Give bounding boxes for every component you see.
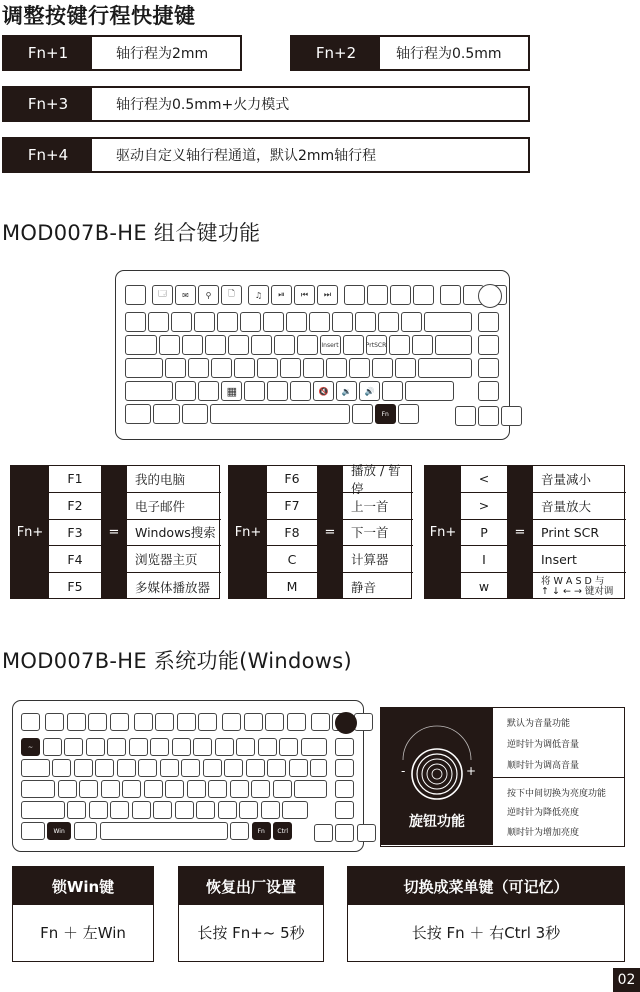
letter-key bbox=[187, 780, 206, 798]
letter-key bbox=[267, 759, 286, 777]
key bbox=[440, 285, 461, 305]
number-key bbox=[215, 738, 234, 756]
table-key-cell: I bbox=[461, 546, 507, 573]
table-key-cell: > bbox=[461, 493, 507, 520]
letter-key bbox=[188, 358, 209, 378]
play-pause-icon: ⏯ bbox=[278, 290, 285, 299]
keyboard-diagram-system bbox=[12, 700, 364, 852]
card-body: 长按 Fn ＋ 右Ctrl 3秒 bbox=[411, 924, 561, 942]
letter-key bbox=[280, 358, 301, 378]
table-key-cell: F4 bbox=[49, 546, 101, 573]
arrow-down-key bbox=[478, 406, 499, 426]
fn-key bbox=[252, 822, 271, 840]
number-key bbox=[378, 312, 399, 332]
table-key-cell: F5 bbox=[67, 579, 83, 595]
modifier-key bbox=[398, 404, 419, 424]
table-key-cell: F1 bbox=[49, 466, 101, 493]
number-key bbox=[355, 312, 376, 332]
table-value-line: ↑ ↓ ← → 键对调 bbox=[541, 585, 614, 597]
key bbox=[311, 713, 330, 731]
table-value-cell: 我的电脑 bbox=[127, 466, 221, 493]
number-key bbox=[258, 738, 277, 756]
letter-key bbox=[175, 801, 194, 819]
table-key-cell: P bbox=[461, 520, 507, 547]
f-key bbox=[317, 285, 338, 305]
letter-key bbox=[159, 335, 180, 355]
number-key bbox=[193, 738, 212, 756]
tilde-key-label: ~ bbox=[27, 743, 34, 751]
table-value-cell: 计算器 bbox=[343, 546, 413, 573]
knob-minus: - bbox=[401, 764, 406, 778]
letter-key bbox=[181, 759, 200, 777]
backspace-key bbox=[424, 312, 472, 332]
letter-key bbox=[257, 358, 278, 378]
number-key bbox=[150, 738, 169, 756]
letter-key bbox=[144, 780, 163, 798]
combo-section-title: MOD007B-HE 组合键功能 bbox=[2, 221, 261, 245]
letter-key bbox=[251, 780, 270, 798]
letter-key bbox=[58, 780, 77, 798]
modifier-key bbox=[21, 822, 45, 840]
esc-key bbox=[125, 285, 146, 305]
letter-key bbox=[261, 801, 280, 819]
equals-sign: = bbox=[507, 466, 533, 598]
letter-key bbox=[230, 780, 249, 798]
esc-key bbox=[21, 713, 40, 731]
equals-sign: = bbox=[101, 466, 127, 598]
number-key bbox=[194, 312, 215, 332]
letter-key bbox=[132, 801, 151, 819]
f-key bbox=[265, 713, 284, 731]
f-key bbox=[413, 285, 434, 305]
letter-key bbox=[74, 759, 93, 777]
shortcut-fn1 bbox=[2, 35, 242, 71]
f-key bbox=[67, 713, 86, 731]
backslash-key bbox=[310, 759, 327, 777]
insert-key-label: Insert bbox=[321, 341, 339, 349]
knob-key bbox=[478, 284, 502, 308]
letter-key bbox=[160, 759, 179, 777]
knob-divider bbox=[493, 777, 624, 778]
space-key bbox=[100, 822, 228, 840]
f-key bbox=[271, 285, 292, 305]
email-icon: ✉ bbox=[182, 290, 189, 300]
knob-line: 逆时针为降低亮度 bbox=[507, 808, 580, 818]
letter-key bbox=[153, 801, 172, 819]
letter-key bbox=[117, 759, 136, 777]
backslash-key bbox=[435, 335, 473, 355]
arrow-left-key bbox=[455, 406, 476, 426]
letter-key bbox=[228, 335, 249, 355]
letter-key bbox=[251, 335, 272, 355]
letter-key bbox=[267, 381, 288, 401]
number-key bbox=[286, 312, 307, 332]
number-key bbox=[64, 738, 83, 756]
letter-key bbox=[218, 801, 237, 819]
letter-key bbox=[336, 381, 357, 401]
nav-key bbox=[478, 312, 499, 332]
knob-line: 顺时针为增加亮度 bbox=[507, 828, 580, 838]
table-key-cell: F8 bbox=[267, 520, 317, 547]
nav-key bbox=[335, 759, 354, 777]
shortcut-key: Fn+1 bbox=[4, 37, 92, 69]
shortcut-key: Fn+2 bbox=[292, 37, 380, 69]
f-key bbox=[390, 285, 411, 305]
letter-key bbox=[359, 381, 380, 401]
letter-key bbox=[122, 780, 141, 798]
letter-key bbox=[389, 335, 410, 355]
page-number: 02 bbox=[613, 968, 640, 992]
letter-key bbox=[382, 381, 403, 401]
arrow-up-key bbox=[335, 801, 354, 819]
fn-prefix: Fn+ bbox=[425, 466, 461, 598]
f-key bbox=[367, 285, 388, 305]
number-key bbox=[240, 312, 261, 332]
travel-section-title: 调整按键行程快捷键 bbox=[2, 4, 196, 28]
letter-key bbox=[395, 358, 416, 378]
letter-key bbox=[208, 780, 227, 798]
knob-panel bbox=[380, 707, 625, 847]
knob-label: 旋钮功能 bbox=[409, 814, 465, 830]
letter-key bbox=[205, 335, 226, 355]
letter-key bbox=[95, 759, 114, 777]
letter-key bbox=[246, 759, 265, 777]
nav-key bbox=[335, 780, 354, 798]
table-value-cell: 播放 / 暂停 bbox=[343, 466, 413, 493]
letter-key bbox=[165, 780, 184, 798]
number-key bbox=[236, 738, 255, 756]
letter-key bbox=[165, 358, 186, 378]
volume-up-icon: 🔊 bbox=[364, 386, 375, 396]
combo-table-1 bbox=[10, 465, 220, 599]
f-key bbox=[88, 713, 107, 731]
arrow-down-key bbox=[335, 824, 354, 842]
letter-key bbox=[203, 759, 222, 777]
f-key bbox=[198, 285, 219, 305]
shortcut-value: 轴行程为0.5mm bbox=[380, 37, 528, 69]
letter-key bbox=[244, 381, 265, 401]
letter-key bbox=[211, 358, 232, 378]
f-key bbox=[244, 713, 263, 731]
shortcut-key: Fn+3 bbox=[4, 88, 92, 120]
arrow-right-key bbox=[501, 406, 522, 426]
f-key bbox=[198, 713, 217, 731]
table-key-cell: F2 bbox=[49, 493, 101, 520]
table-key-cell: < bbox=[461, 466, 507, 493]
table-key-cell: M bbox=[286, 579, 298, 595]
table-value-cell: 电子邮件 bbox=[127, 493, 221, 520]
knob-plus: + bbox=[466, 764, 477, 778]
number-key bbox=[148, 312, 169, 332]
f-key bbox=[344, 285, 365, 305]
shortcut-fn4 bbox=[2, 137, 530, 173]
card-factory-reset bbox=[178, 866, 324, 962]
caps-key bbox=[125, 358, 163, 378]
tab-key bbox=[125, 335, 157, 355]
volume-down-icon: 🔉 bbox=[341, 386, 352, 396]
f-key bbox=[175, 285, 196, 305]
card-lock-win bbox=[12, 866, 154, 962]
prev-track-icon: ⏮ bbox=[300, 290, 309, 299]
fn-key-label: Fn bbox=[381, 410, 389, 418]
table-value-cell: 浏览器主页 bbox=[127, 546, 221, 573]
letter-key bbox=[52, 759, 71, 777]
shortcut-value: 轴行程为2mm bbox=[92, 37, 240, 69]
f-key bbox=[248, 285, 269, 305]
modifier-key bbox=[230, 822, 249, 840]
f-key bbox=[222, 713, 241, 731]
insert-key bbox=[320, 335, 341, 355]
card-body: 长按 Fn+~ 5秒 bbox=[197, 924, 305, 942]
card-body: Fn ＋ 左Win bbox=[40, 924, 126, 942]
knob-desc bbox=[493, 708, 624, 845]
letter-key bbox=[290, 381, 311, 401]
table-key-cell: F7 bbox=[267, 493, 317, 520]
nav-key bbox=[478, 335, 499, 355]
f-key bbox=[45, 713, 64, 731]
letter-key bbox=[343, 335, 364, 355]
table-key-cell: C bbox=[267, 546, 317, 573]
table-value-cell: Windows搜索 bbox=[127, 520, 221, 547]
left-shift-key bbox=[21, 801, 65, 819]
f-key bbox=[110, 713, 129, 731]
knob-key bbox=[335, 712, 357, 734]
card-title: 切换成菜单键（可记忆） bbox=[348, 867, 624, 905]
fn-prefix: Fn+ bbox=[11, 466, 49, 598]
tab-key bbox=[21, 759, 50, 777]
mute-icon: 🔇 bbox=[318, 386, 329, 396]
number-key bbox=[172, 738, 191, 756]
combo-table-2 bbox=[228, 462, 412, 599]
letter-key bbox=[349, 358, 370, 378]
card-menu-key bbox=[347, 866, 625, 962]
number-key bbox=[332, 312, 353, 332]
calculator-icon: ▦ bbox=[226, 384, 237, 398]
letter-key bbox=[289, 759, 308, 777]
tilde-key bbox=[21, 738, 40, 756]
number-key bbox=[217, 312, 238, 332]
letter-key bbox=[196, 801, 215, 819]
table-value-cell: 多媒体播放器 bbox=[135, 579, 211, 595]
letter-key bbox=[412, 335, 433, 355]
table-value-cell: 静音 bbox=[351, 579, 377, 595]
f-key bbox=[155, 713, 174, 731]
search-icon: ⚲ bbox=[205, 290, 212, 300]
letter-key bbox=[239, 801, 258, 819]
f-key bbox=[221, 285, 242, 305]
letter-key bbox=[274, 335, 295, 355]
knob-line: 按下中间切换为亮度功能 bbox=[507, 789, 607, 799]
letter-key bbox=[175, 381, 196, 401]
letter-key bbox=[198, 381, 219, 401]
number-key bbox=[86, 738, 105, 756]
win-key bbox=[47, 822, 71, 840]
number-key bbox=[129, 738, 148, 756]
shortcut-value: 轴行程为0.5mm+火力模式 bbox=[92, 88, 528, 120]
modifier-key bbox=[125, 404, 151, 424]
nav-key bbox=[478, 358, 499, 378]
letter-key bbox=[372, 358, 393, 378]
rotary-knob-icon bbox=[381, 708, 493, 818]
win-key-label: Win bbox=[53, 827, 65, 835]
shortcut-fn2 bbox=[290, 35, 530, 71]
f-key bbox=[177, 713, 196, 731]
letter-key bbox=[110, 801, 129, 819]
right-ctrl-key bbox=[273, 822, 292, 840]
prtscr-key bbox=[366, 335, 387, 355]
card-title: 恢复出厂设置 bbox=[179, 867, 323, 905]
my-computer-icon: 🗔 bbox=[158, 289, 167, 298]
number-key bbox=[125, 312, 146, 332]
table-value-cell: Insert bbox=[533, 546, 626, 573]
table-value-line: 将 W A S D 与 bbox=[541, 575, 605, 587]
fn-key bbox=[375, 404, 396, 424]
letter-key bbox=[101, 780, 120, 798]
caps-key bbox=[21, 780, 55, 798]
table-value-cell: Print SCR bbox=[533, 520, 626, 547]
equals-sign: = bbox=[317, 466, 343, 598]
table-value-cell: 上一首 bbox=[343, 493, 413, 520]
arrow-left-key bbox=[314, 824, 333, 842]
table-key-cell: F6 bbox=[267, 466, 317, 493]
letter-key bbox=[138, 759, 157, 777]
next-track-icon: ⏭ bbox=[323, 290, 332, 299]
shortcut-fn3 bbox=[2, 86, 530, 122]
f-key bbox=[134, 713, 153, 731]
arrow-up-key bbox=[478, 381, 499, 401]
knob-line: 默认为音量功能 bbox=[507, 719, 571, 729]
system-section-title: MOD007B-HE 系统功能(Windows) bbox=[2, 649, 352, 673]
f-key bbox=[294, 285, 315, 305]
right-shift-key bbox=[282, 801, 308, 819]
media-icon: ♫ bbox=[254, 290, 263, 300]
number-key bbox=[401, 312, 422, 332]
modifier-key bbox=[182, 404, 208, 424]
number-key bbox=[263, 312, 284, 332]
letter-key bbox=[273, 780, 292, 798]
letter-key bbox=[303, 358, 324, 378]
letter-key bbox=[182, 335, 203, 355]
number-key bbox=[279, 738, 298, 756]
enter-key bbox=[294, 780, 327, 798]
backspace-key bbox=[301, 738, 328, 756]
keyboard-diagram-combo bbox=[115, 270, 510, 440]
ctrl-key-label: Ctrl bbox=[277, 827, 289, 835]
letter-key bbox=[67, 801, 86, 819]
table-value-cell: 音量放大 bbox=[533, 493, 626, 520]
modifier-key bbox=[153, 404, 179, 424]
letter-key bbox=[313, 381, 334, 401]
knob-illustration bbox=[381, 708, 493, 845]
letter-key bbox=[234, 358, 255, 378]
enter-key bbox=[418, 358, 472, 378]
browser-icon: 🗋 bbox=[228, 289, 235, 298]
letter-key bbox=[221, 381, 242, 401]
fn-key-label: Fn bbox=[257, 827, 265, 835]
number-key bbox=[309, 312, 330, 332]
prtscr-key-label: PrtSCR bbox=[365, 341, 387, 349]
card-title: 锁Win键 bbox=[13, 867, 153, 905]
nav-key bbox=[335, 738, 354, 756]
modifier-key bbox=[74, 822, 98, 840]
table-value-cell bbox=[533, 573, 626, 600]
knob-line: 逆时针为调低音量 bbox=[507, 740, 580, 750]
letter-key bbox=[79, 780, 98, 798]
number-key bbox=[43, 738, 62, 756]
knob-line: 顺时针为调高音量 bbox=[507, 761, 580, 771]
f-key bbox=[152, 285, 173, 305]
number-key bbox=[107, 738, 126, 756]
shortcut-value: 驱动自定义轴行程通道，默认2mm轴行程 bbox=[92, 139, 528, 171]
letter-key bbox=[297, 335, 318, 355]
f-key bbox=[287, 713, 306, 731]
shortcut-key: Fn+4 bbox=[4, 139, 92, 171]
right-shift-key bbox=[405, 381, 454, 401]
fn-prefix: Fn+ bbox=[229, 466, 267, 598]
number-key bbox=[171, 312, 192, 332]
arrow-right-key bbox=[357, 824, 376, 842]
table-value-cell: 下一首 bbox=[343, 520, 413, 547]
letter-key bbox=[89, 801, 108, 819]
table-value-cell: 音量减小 bbox=[533, 466, 626, 493]
modifier-key bbox=[352, 404, 373, 424]
letter-key bbox=[224, 759, 243, 777]
table-key-cell: F3 bbox=[49, 520, 101, 547]
left-shift-key bbox=[125, 381, 173, 401]
combo-table-3 bbox=[424, 465, 625, 599]
letter-key bbox=[326, 358, 347, 378]
table-key-cell: w bbox=[478, 579, 490, 595]
space-key bbox=[210, 404, 350, 424]
